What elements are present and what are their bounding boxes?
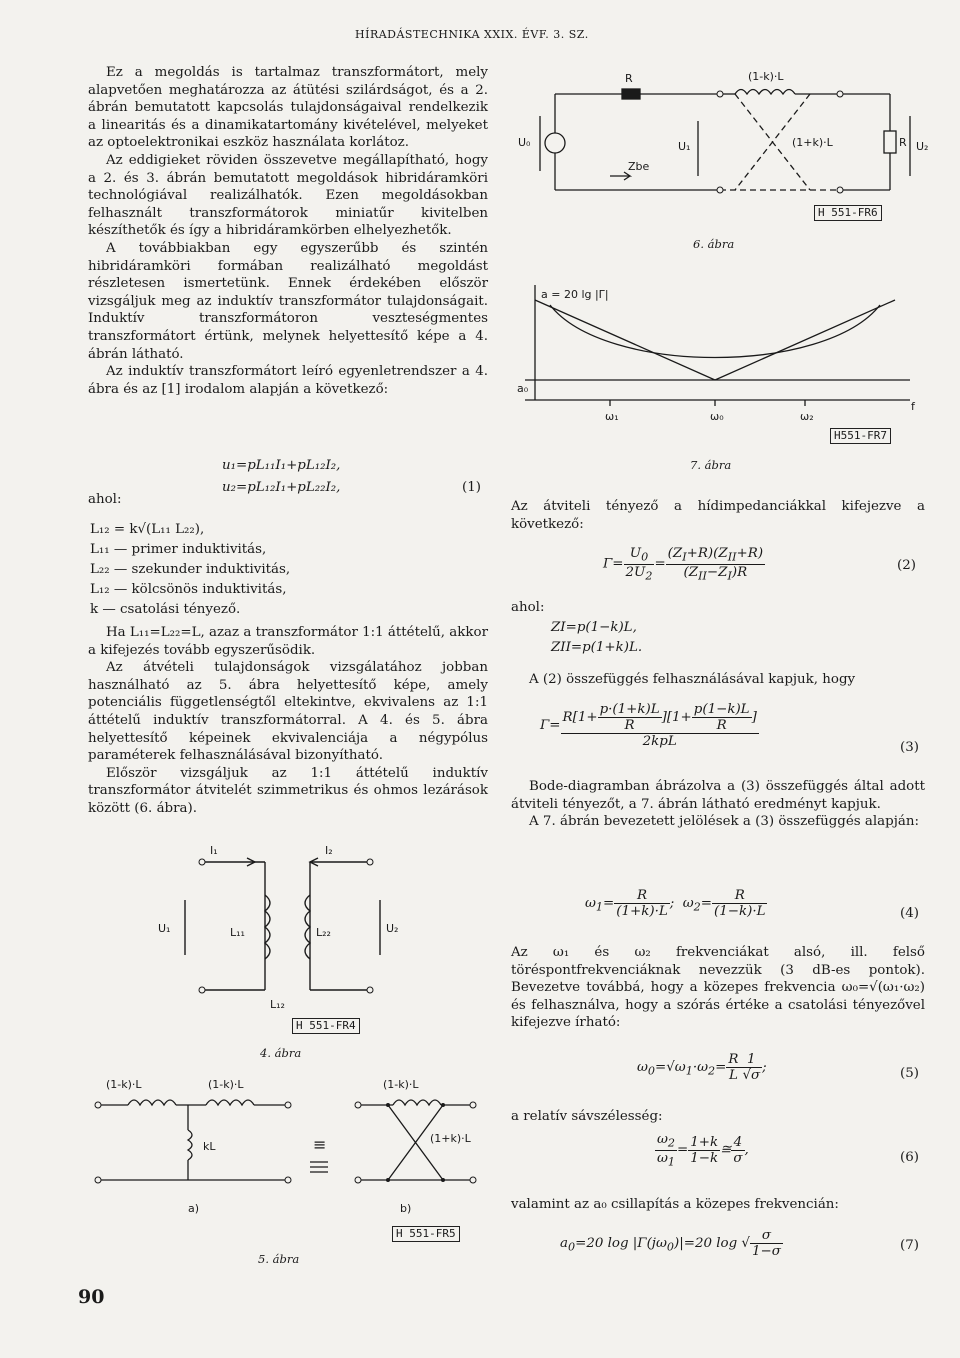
equation-6: $\frac{\omega_2}{\omega_1}$ = $\frac{1+k}{1-k}$ ≅ $\frac{4}{\sigma}$ , — [657, 1132, 749, 1169]
equation-number: (6) — [900, 1150, 919, 1165]
label-top-inductor: (1-k)·L — [748, 70, 784, 83]
label-1mk-b: (1-k)·L — [208, 1078, 244, 1091]
equation-1a: u₁=pL₁₁I₁+pL₁₂I₂, — [222, 458, 341, 473]
figure-tag: H 551-FR5 — [392, 1226, 460, 1242]
definitions-list — [90, 520, 290, 620]
figure-caption: 5. ábra — [258, 1252, 300, 1266]
paragraph: Bode-diagramban ábrázolva a (3) összefüggés által adott átviteli tényezőt, a 7. ábrán látható eredményt kapjuk. — [511, 779, 925, 812]
equation-4: $\omega_1=$ $\frac{R}{(1+k)\cdot L}$ ; $\omega_2=$ $\frac{R}{(1-k)\cdot L}$ — [585, 888, 766, 919]
label-a0: a₀ — [517, 382, 529, 395]
equation-number: (3) — [900, 740, 919, 755]
figure-tag: H 551-FR6 — [814, 205, 882, 221]
label-R-load: R — [899, 136, 907, 149]
x-axis-label: f — [911, 400, 915, 413]
paragraph: Először vizsgáljuk az 1:1 áttételű induktív transzformátor átvitelét szimmetrikus és ohmos lezárások között (6. ábra). — [88, 765, 488, 816]
definition-item: L₁₂ — kölcsönös induktivitás, — [90, 582, 287, 597]
paragraph: a relatív sávszélesség: — [511, 1109, 663, 1124]
equation-z1: ZI=p(1−k)L, — [551, 620, 637, 635]
page-number: 90 — [78, 1286, 105, 1308]
equation-7: $a_0=20$ $\log |\Gamma(j\omega_0)|=20$ log √ $\frac{\sigma}{1-\sigma}$ — [560, 1228, 781, 1259]
equation-3: Γ= R[1+ $\frac{p\cdot(1+k)L}{R}$ ][1+ $\frac{p(1-k)L}{R}$ ] 2kpL — [540, 702, 757, 749]
equation-number: (1) — [462, 480, 481, 495]
figure-7-bode-plot — [515, 280, 925, 440]
left-text-block-2 — [88, 624, 488, 818]
label-1mk-c: (1-k)·L — [383, 1078, 419, 1091]
equation-number: (7) — [900, 1238, 919, 1253]
label-I1: I₁ — [210, 844, 218, 857]
figure-tag: H551-FR7 — [830, 428, 891, 444]
equation-1b: u₂=pL₁₂I₁+pL₂₂I₂, — [222, 480, 341, 495]
label-cross-inductor: (1+k)·L — [792, 136, 833, 149]
equation-2: Γ= $\frac{U_0}{2U_2}$ = $\frac{(Z_I+R)(Z_{II}+R)}{(Z_{II}-Z_I)R}$ — [603, 546, 764, 583]
figure-caption: 6. ábra — [693, 237, 735, 251]
label-L22: L₂₂ — [316, 926, 331, 939]
label-U2: U₂ — [386, 922, 399, 935]
label-a: a) — [188, 1202, 200, 1215]
right-paragraph — [511, 671, 925, 689]
paragraph: valamint az a₀ csillapítás a közepes frekvencián: — [511, 1197, 839, 1212]
left-text-block-1 — [88, 64, 488, 398]
equation-number: (4) — [900, 906, 919, 921]
right-paragraph — [511, 498, 925, 533]
label-U1: U₁ — [158, 922, 171, 935]
equation-number: (2) — [897, 558, 916, 573]
label-Zbe: Zbe — [628, 160, 650, 173]
right-paragraph — [511, 944, 925, 1032]
tick-w1: ω₁ — [605, 410, 619, 423]
label-R: R — [625, 72, 633, 85]
tick-w0: ω₀ — [710, 410, 724, 423]
equation-5: $\omega_0=√\omega_1\cdot\omega_2=$ $\frac{R}{L}$ $\frac{1}{√\sigma}$ ; — [637, 1052, 767, 1083]
label-U2: U₂ — [916, 140, 929, 153]
label-kl: kL — [203, 1140, 216, 1153]
paragraph: Ez a megoldás is tartalmaz transzformátort, mely alapvetően meghatározza az átütési szilárdságot, és a 2. ábrán bemutatott kapcsolás tulajdonságaival rendelkezik a linearitás és a dinamikatartomány kivételével, melyeket az optoelektronikai eszköz használata korlátoz. — [88, 65, 488, 151]
definition-item: L₁₂ = k√(L₁₁ L₂₂), — [90, 522, 205, 537]
paragraph: Az átvételi tulajdonságok vizsgálatához jobban használható az 5. ábra helyettesítő képe, amely potenciális függetlenségtől eltekintve, ekvivalens az 1:1 áttételű induktív transzformátorral. A 4. és 5. ábra helyettesítő képeinek ekvivalenciája a négypólus paraméterek felhasználásával bizonyítható. — [88, 660, 488, 764]
right-paragraph — [511, 1196, 925, 1214]
paragraph: Az eddigieket röviden összevetve megállapítható, hogy a 2. és 3. ábrán bemutatott megoldások hibridáramköri technológiával realizálhatók. Ezen megoldásokban felhasznált transzformátorok miniatűr kivitelben készíthetők és így a hibridáramkörben elhelyezhetők. — [88, 152, 488, 239]
label-b: b) — [400, 1202, 412, 1215]
definition-item: k — csatolási tényező. — [90, 602, 241, 617]
ahol-label: ahol: — [511, 600, 545, 615]
figure-4-transformer — [150, 840, 410, 1030]
label-U1: U₁ — [678, 140, 691, 153]
paragraph: A továbbiakban egy egyszerűbb és szintén hibridáramköri formában realizálható megoldást részletesen ismertetünk. Ennek érdekében először vizsgáljuk meg az induktív transzformátor tulajdonságait. Induktív transzformátoron veszteségmentes transzformátort értünk, melynek helyettesítő képe a 4. ábrán látható. — [88, 240, 488, 362]
label-1pk: (1+k)·L — [430, 1132, 471, 1145]
equation-z2: ZII=p(1+k)L. — [551, 640, 643, 655]
label-L11: L₁₁ — [230, 926, 245, 939]
figure-caption: 7. ábra — [690, 458, 732, 472]
label-U0: U₀ — [518, 136, 531, 149]
definition-item: L₁₁ — primer induktivitás, — [90, 542, 267, 557]
equivalence-sign: ≡ — [313, 1135, 327, 1154]
paragraph: Az átviteli tényező a hídimpedanciákkal kifejezve a következő: — [511, 499, 925, 532]
paragraph: Az induktív transzformátort leíró egyenletrendszer a 4. ábra és az [1] irodalom alapján a következő: — [88, 364, 488, 397]
right-text-block — [511, 778, 925, 831]
label-I2: I₂ — [325, 844, 333, 857]
tick-w2: ω₂ — [800, 410, 814, 423]
equation-number: (5) — [900, 1066, 919, 1081]
figure-caption: 4. ábra — [260, 1046, 302, 1060]
figure-tag: H 551-FR4 — [292, 1018, 360, 1034]
paragraph: A (2) összefüggés felhasználásával kapjuk, hogy — [529, 672, 856, 687]
label-1mk-a: (1-k)·L — [106, 1078, 142, 1091]
ahol-label: ahol: — [88, 492, 122, 507]
right-paragraph — [511, 1108, 925, 1126]
paragraph: Az ω₁ és ω₂ frekvenciákat alsó, ill. felső töréspontfrekvenciáknak nevezzük (3 dB-es pontok). Bevezetve továbbá, hogy a közepes frekvencia ω₀=√(ω₁·ω₂) és felhasználva, hogy a szórás értéke a csatolási tényezővel kifejezve írható: — [511, 945, 925, 1031]
paragraph: A 7. ábrán bevezetett jelölések a (3) összefüggés alapján: — [529, 814, 919, 830]
figure-5-equivalent — [88, 1070, 508, 1220]
definition-item: L₂₂ — szekunder induktivitás, — [90, 562, 291, 577]
paragraph: Ha L₁₁=L₂₂=L, azaz a transzformátor 1:1 áttételű, akkor a kifejezés tovább egyszerűsödik. — [88, 625, 488, 658]
running-header: HÍRADÁSTECHNIKA XXIX. ÉVF. 3. SZ. — [355, 28, 589, 41]
label-L12: L₁₂ — [270, 998, 285, 1011]
y-axis-label: a = 20 lg |Γ| — [541, 288, 609, 301]
figure-6-bridge-circuit — [510, 66, 930, 216]
